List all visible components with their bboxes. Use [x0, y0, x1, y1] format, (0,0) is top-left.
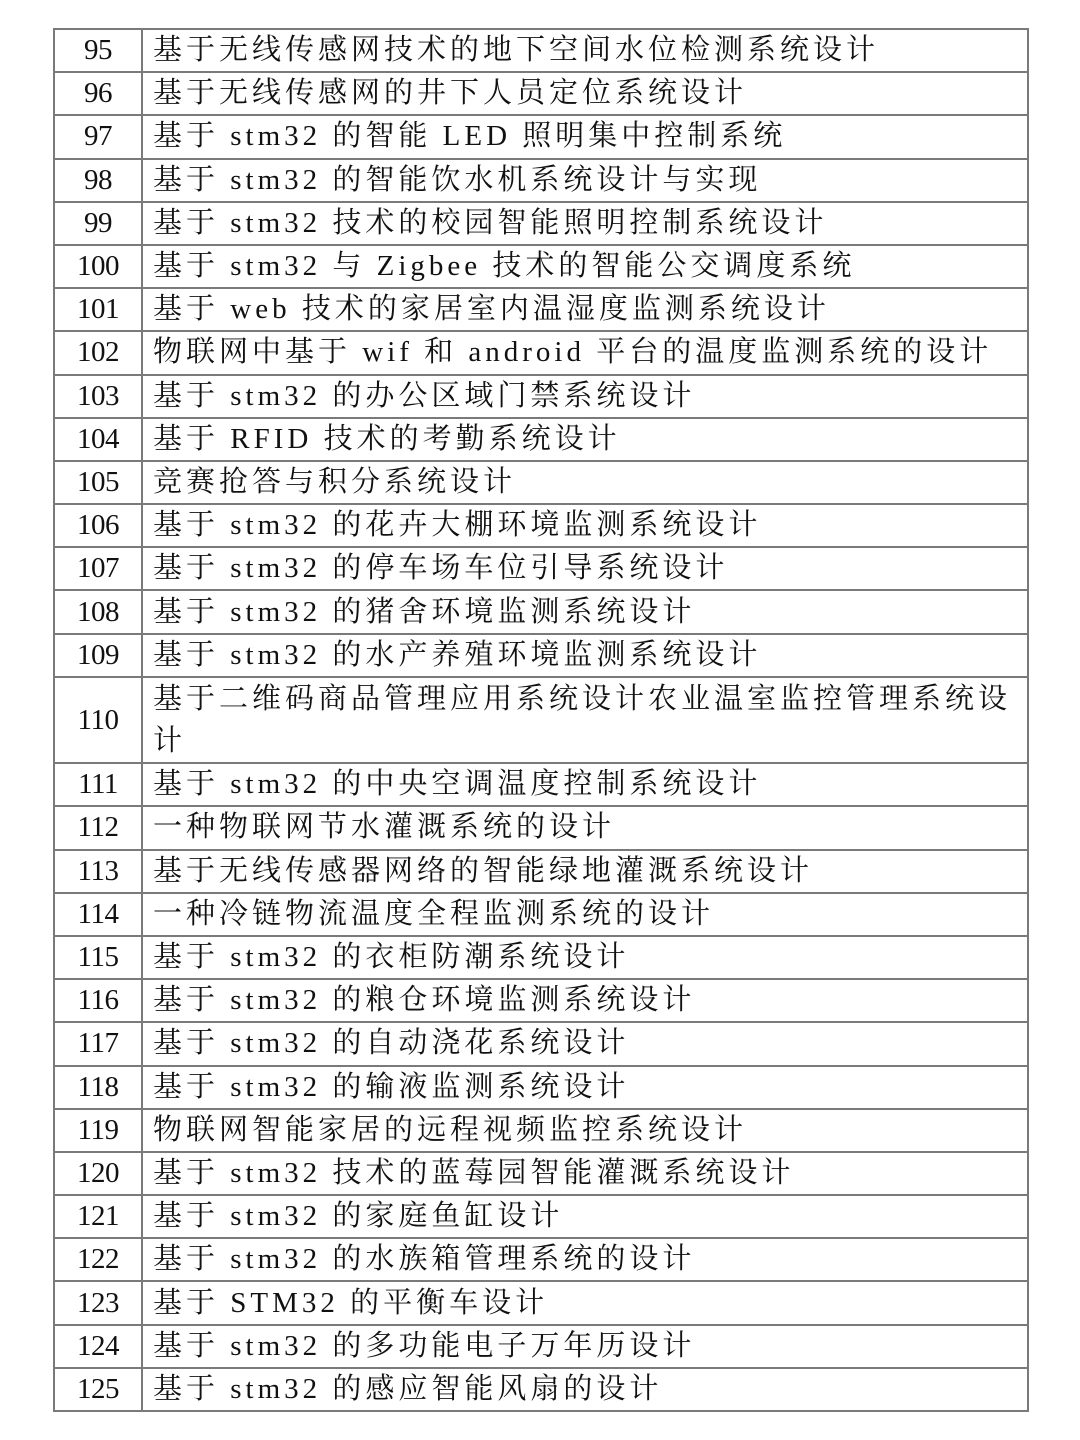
table-row — [54, 1109, 1028, 1152]
table-row — [54, 288, 1028, 331]
row-title: 基于 stm32 的家庭鱼缸设计 — [142, 1195, 1028, 1238]
row-number: 109 — [54, 634, 142, 677]
table-row — [54, 634, 1028, 677]
row-number: 115 — [54, 936, 142, 979]
row-title: 基于 stm32 的水产养殖环境监测系统设计 — [142, 634, 1028, 677]
row-number: 120 — [54, 1152, 142, 1195]
row-number: 117 — [54, 1022, 142, 1065]
row-title: 基于 stm32 技术的校园智能照明控制系统设计 — [142, 202, 1028, 245]
row-title: 一种物联网节水灌溉系统的设计 — [142, 806, 1028, 849]
row-number: 123 — [54, 1281, 142, 1324]
table-row — [54, 1325, 1028, 1368]
table-row — [54, 418, 1028, 461]
row-number: 110 — [54, 677, 142, 763]
row-number: 104 — [54, 418, 142, 461]
table-row — [54, 159, 1028, 202]
row-number: 97 — [54, 115, 142, 158]
row-number: 112 — [54, 806, 142, 849]
row-title: 基于 stm32 的水族箱管理系统的设计 — [142, 1238, 1028, 1281]
row-title: 基于 stm32 的输液监测系统设计 — [142, 1066, 1028, 1109]
table-row — [54, 893, 1028, 936]
row-title: 基于无线传感器网络的智能绿地灌溉系统设计 — [142, 850, 1028, 893]
row-title: 竞赛抢答与积分系统设计 — [142, 461, 1028, 504]
row-title: 基于 stm32 的停车场车位引导系统设计 — [142, 547, 1028, 590]
row-number: 118 — [54, 1066, 142, 1109]
row-title: 基于 STM32 的平衡车设计 — [142, 1281, 1028, 1324]
row-number: 116 — [54, 979, 142, 1022]
table-row — [54, 1022, 1028, 1065]
row-number: 102 — [54, 331, 142, 374]
table-row — [54, 375, 1028, 418]
row-number: 101 — [54, 288, 142, 331]
row-number: 107 — [54, 547, 142, 590]
table-row — [54, 806, 1028, 849]
row-title: 基于 stm32 的猪舍环境监测系统设计 — [142, 590, 1028, 633]
row-title: 基于 stm32 的花卉大棚环境监测系统设计 — [142, 504, 1028, 547]
row-number: 98 — [54, 159, 142, 202]
table-row — [54, 504, 1028, 547]
topic-table — [53, 28, 1029, 1412]
table-row — [54, 1368, 1028, 1411]
table-row — [54, 677, 1028, 763]
table-row — [54, 245, 1028, 288]
row-title: 基于 stm32 的智能饮水机系统设计与实现 — [142, 159, 1028, 202]
row-number: 95 — [54, 29, 142, 72]
row-number: 106 — [54, 504, 142, 547]
row-title: 基于 stm32 与 Zigbee 技术的智能公交调度系统 — [142, 245, 1028, 288]
row-number: 122 — [54, 1238, 142, 1281]
row-number: 105 — [54, 461, 142, 504]
row-number: 96 — [54, 72, 142, 115]
table-row — [54, 936, 1028, 979]
row-number: 111 — [54, 763, 142, 806]
row-title: 基于二维码商品管理应用系统设计农业温室监控管理系统设计 — [142, 677, 1028, 763]
table-row — [54, 763, 1028, 806]
row-title: 基于 RFID 技术的考勤系统设计 — [142, 418, 1028, 461]
row-title: 基于 stm32 技术的蓝莓园智能灌溉系统设计 — [142, 1152, 1028, 1195]
table-row — [54, 461, 1028, 504]
table-row — [54, 979, 1028, 1022]
row-title: 基于 stm32 的自动浇花系统设计 — [142, 1022, 1028, 1065]
table-row — [54, 1238, 1028, 1281]
row-title: 物联网中基于 wif 和 android 平台的温度监测系统的设计 — [142, 331, 1028, 374]
row-title: 基于 stm32 的中央空调温度控制系统设计 — [142, 763, 1028, 806]
row-title: 基于无线传感网的井下人员定位系统设计 — [142, 72, 1028, 115]
row-number: 121 — [54, 1195, 142, 1238]
row-number: 113 — [54, 850, 142, 893]
table-row — [54, 850, 1028, 893]
row-number: 125 — [54, 1368, 142, 1411]
table-row — [54, 1066, 1028, 1109]
table-row — [54, 72, 1028, 115]
row-title: 基于 stm32 的粮仓环境监测系统设计 — [142, 979, 1028, 1022]
table-row — [54, 331, 1028, 374]
row-title: 基于 stm32 的智能 LED 照明集中控制系统 — [142, 115, 1028, 158]
row-number: 124 — [54, 1325, 142, 1368]
table-row — [54, 590, 1028, 633]
table-row — [54, 1281, 1028, 1324]
row-title: 基于 stm32 的多功能电子万年历设计 — [142, 1325, 1028, 1368]
row-number: 103 — [54, 375, 142, 418]
row-number: 119 — [54, 1109, 142, 1152]
row-title: 一种冷链物流温度全程监测系统的设计 — [142, 893, 1028, 936]
row-title: 基于 web 技术的家居室内温湿度监测系统设计 — [142, 288, 1028, 331]
row-number: 99 — [54, 202, 142, 245]
table-row — [54, 547, 1028, 590]
table-row — [54, 1152, 1028, 1195]
table-row — [54, 29, 1028, 72]
row-number: 108 — [54, 590, 142, 633]
table-row — [54, 1195, 1028, 1238]
row-number: 114 — [54, 893, 142, 936]
row-number: 100 — [54, 245, 142, 288]
row-title: 基于 stm32 的办公区域门禁系统设计 — [142, 375, 1028, 418]
row-title: 基于无线传感网技术的地下空间水位检测系统设计 — [142, 29, 1028, 72]
row-title: 物联网智能家居的远程视频监控系统设计 — [142, 1109, 1028, 1152]
table-row — [54, 115, 1028, 158]
row-title: 基于 stm32 的感应智能风扇的设计 — [142, 1368, 1028, 1411]
row-title: 基于 stm32 的衣柜防潮系统设计 — [142, 936, 1028, 979]
table-row — [54, 202, 1028, 245]
